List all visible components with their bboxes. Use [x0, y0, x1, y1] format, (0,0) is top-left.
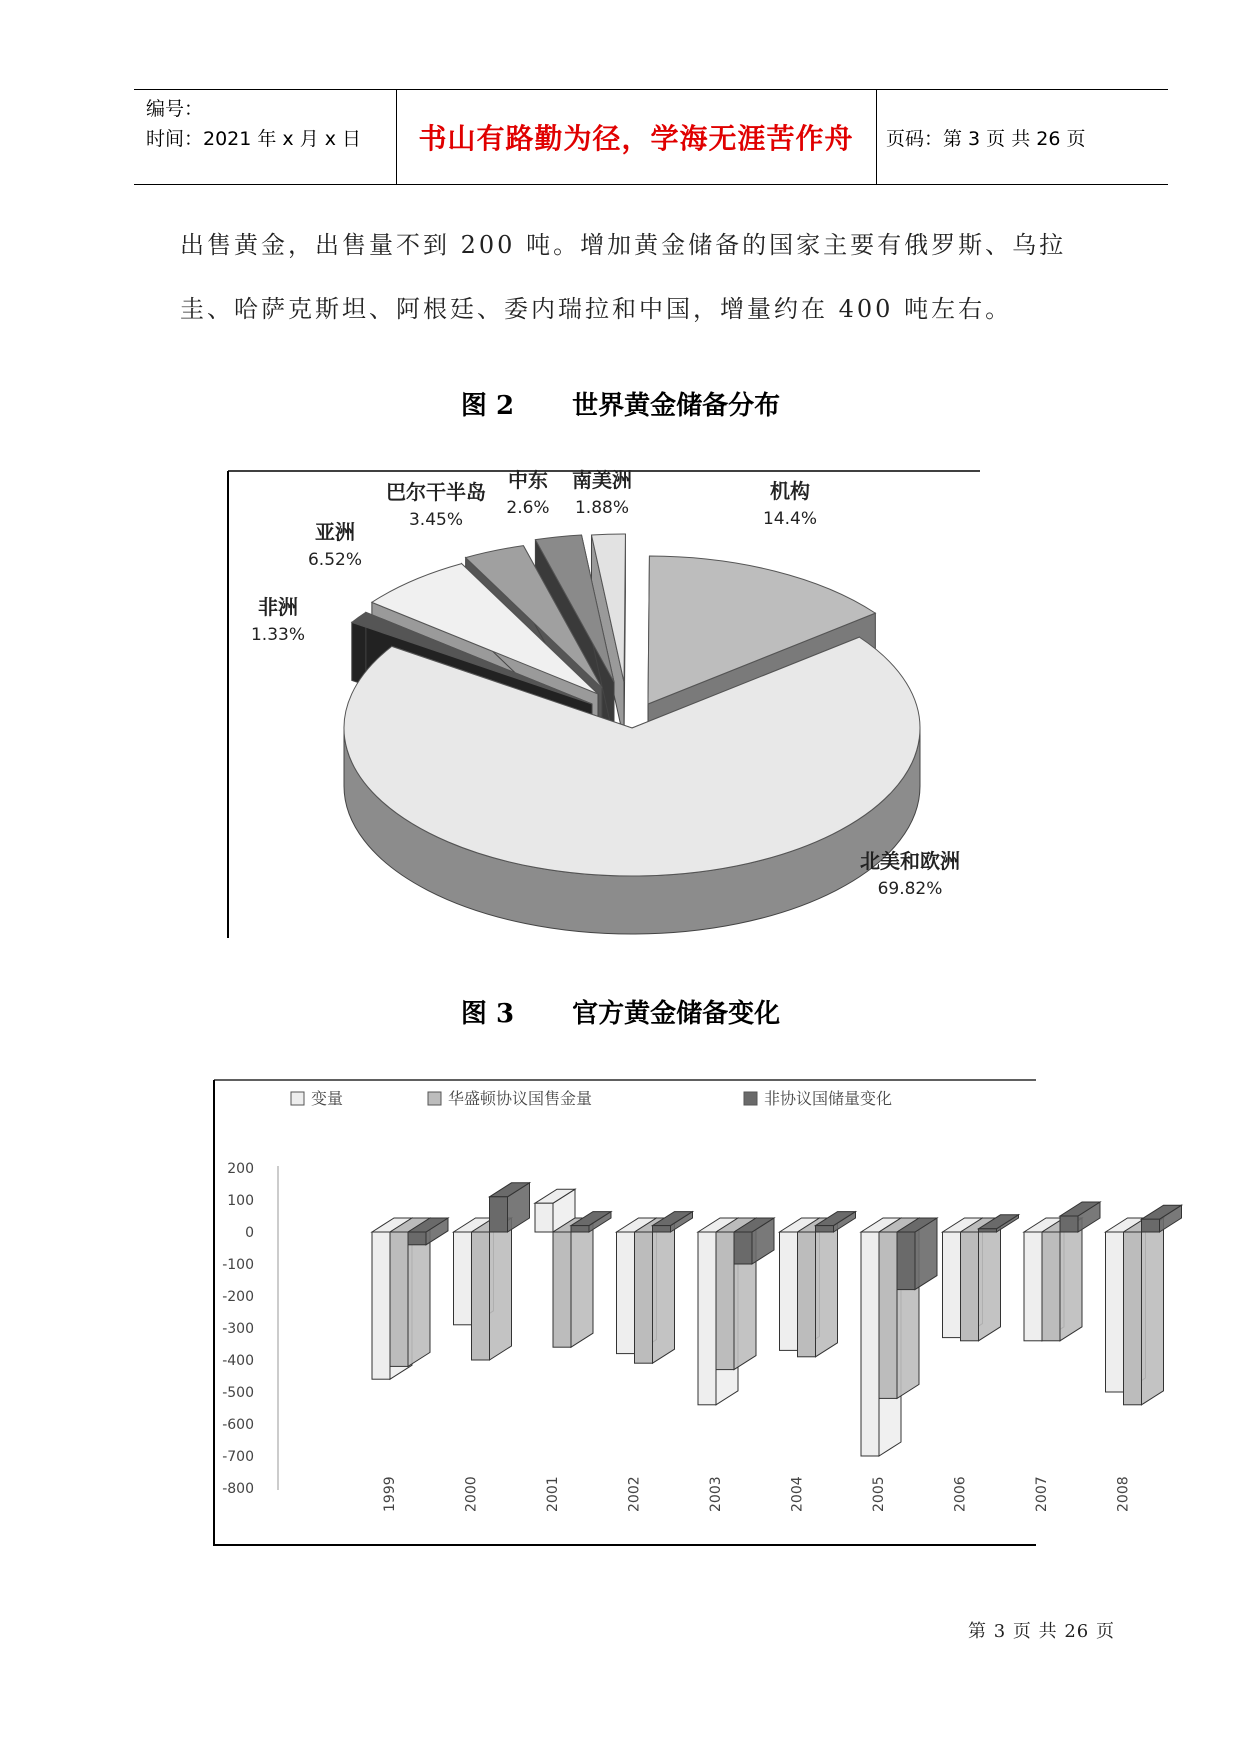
bar-side	[571, 1218, 593, 1347]
bar	[490, 1183, 530, 1232]
bar-front	[372, 1232, 390, 1379]
body-text-line: 圭、哈萨克斯坦、阿根廷、委内瑞拉和中国，增量约在 400 吨左右。	[180, 295, 1013, 323]
legend-swatch	[291, 1092, 304, 1105]
x-tick-label: 2000	[463, 1476, 480, 1512]
legend-label: 华盛顿协议国售金量	[448, 1089, 593, 1108]
legend-swatch	[428, 1092, 441, 1105]
bar-side	[979, 1218, 1001, 1341]
bar	[897, 1218, 937, 1290]
pie-slice-value: 1.33%	[250, 625, 306, 645]
bar-front	[1042, 1232, 1060, 1341]
bar-front	[961, 1232, 979, 1341]
pie-slice-label: 北美和欧洲	[860, 849, 960, 873]
y-tick-label: -100	[222, 1257, 254, 1273]
bar-front	[698, 1232, 716, 1405]
y-tick-label: -200	[222, 1289, 254, 1305]
y-tick-label: -400	[222, 1353, 254, 1369]
x-tick-label: 2002	[626, 1476, 643, 1512]
bar-front	[780, 1232, 798, 1350]
header-motto: 书山有路勤为径，学海无涯苦作舟	[418, 122, 854, 155]
bar-front	[979, 1229, 997, 1232]
x-tick-label: 1999	[382, 1476, 398, 1512]
bar-front	[617, 1232, 635, 1354]
y-tick-label: -500	[222, 1385, 254, 1401]
body-text-line: 出售黄金，出售量不到 200 吨。增加黄金储备的国家主要有俄罗斯、乌拉	[180, 231, 1067, 259]
bar	[553, 1218, 593, 1347]
x-tick-label: 2007	[1034, 1476, 1050, 1512]
document-number-label: 编号：	[146, 98, 204, 120]
bar	[1142, 1205, 1182, 1232]
x-tick-label: 2004	[789, 1476, 806, 1512]
x-tick-label: 2003	[708, 1476, 724, 1512]
bar-front	[408, 1232, 426, 1245]
figure-title: 世界黄金储备分布	[572, 391, 781, 421]
bar-front	[734, 1232, 752, 1264]
bar-front	[571, 1226, 589, 1232]
bar	[816, 1212, 856, 1232]
pie-slice-label: 非洲	[258, 595, 298, 619]
bar-side	[816, 1218, 838, 1357]
pie-slice-value: 1.88%	[574, 498, 630, 518]
bar-front	[454, 1232, 472, 1325]
x-tick-label: 2008	[1115, 1476, 1132, 1512]
pie-slice-value: 3.45%	[408, 510, 464, 530]
bar	[961, 1218, 1001, 1341]
bar-front	[1124, 1232, 1142, 1405]
bar-front	[1024, 1232, 1042, 1341]
bar-front	[653, 1226, 671, 1232]
bar-front	[1106, 1232, 1124, 1392]
bar	[635, 1218, 675, 1363]
page-footer: 第 3 页 共 26 页	[968, 1621, 1115, 1642]
header-page-label: 页码：第 3 页 共 26 页	[886, 127, 1086, 150]
y-tick-label: -300	[222, 1321, 254, 1337]
bar-front	[816, 1226, 834, 1232]
figure-number: 图 2	[460, 391, 515, 421]
pie-slice-value: 69.82%	[877, 879, 943, 899]
x-tick-label: 2006	[952, 1476, 969, 1512]
bar-front	[553, 1232, 571, 1347]
bar	[1042, 1218, 1082, 1341]
bar-front	[897, 1232, 915, 1290]
bar-front	[535, 1203, 553, 1232]
legend-label: 变量	[311, 1089, 344, 1108]
bar-front	[390, 1232, 408, 1366]
pie-slice-label: 南美洲	[572, 468, 632, 492]
bar-front	[635, 1232, 653, 1363]
pie-slice-value: 14.4%	[762, 509, 818, 529]
figure-number: 图 3	[460, 999, 515, 1029]
bar	[798, 1218, 838, 1357]
bar-front	[1142, 1219, 1160, 1232]
bar	[1124, 1218, 1164, 1405]
bar-front	[879, 1232, 897, 1398]
bar-front	[798, 1232, 816, 1357]
y-tick-label: -700	[222, 1449, 254, 1465]
bar-front	[472, 1232, 490, 1360]
pie-slice-label: 机构	[770, 479, 810, 503]
pie-slice-value: 6.52%	[307, 550, 363, 570]
x-tick-label: 2005	[871, 1476, 887, 1512]
y-tick-label: 200	[227, 1161, 254, 1177]
y-tick-label: -800	[222, 1481, 254, 1497]
bar-front	[716, 1232, 734, 1370]
bar-side	[653, 1218, 675, 1363]
bar	[1060, 1202, 1100, 1232]
legend-swatch	[744, 1092, 757, 1105]
pie-slice-label: 中东	[508, 468, 548, 492]
x-tick-label: 2001	[545, 1476, 561, 1512]
bar-side	[1060, 1218, 1082, 1341]
bar	[472, 1218, 512, 1360]
figure-title: 官方黄金储备变化	[572, 999, 781, 1029]
bar-front	[861, 1232, 879, 1456]
bar	[571, 1212, 611, 1232]
bar-front	[943, 1232, 961, 1338]
bar	[653, 1212, 693, 1232]
document-time-label: 时间：2021 年 x 月 x 日	[146, 128, 362, 150]
pie-slice-label: 巴尔干半岛	[386, 480, 486, 504]
y-tick-label: 100	[227, 1193, 254, 1209]
legend-label: 非协议国储量变化	[764, 1089, 893, 1108]
y-tick-label: -600	[222, 1417, 254, 1433]
bar-side	[490, 1218, 512, 1360]
pie-slice-value: 2.6%	[506, 498, 550, 518]
bar-front	[1060, 1216, 1078, 1232]
pie-slice-label: 亚洲	[315, 520, 355, 544]
bar-side	[1142, 1218, 1164, 1405]
bar-front	[490, 1197, 508, 1232]
y-tick-label: 0	[245, 1225, 254, 1241]
